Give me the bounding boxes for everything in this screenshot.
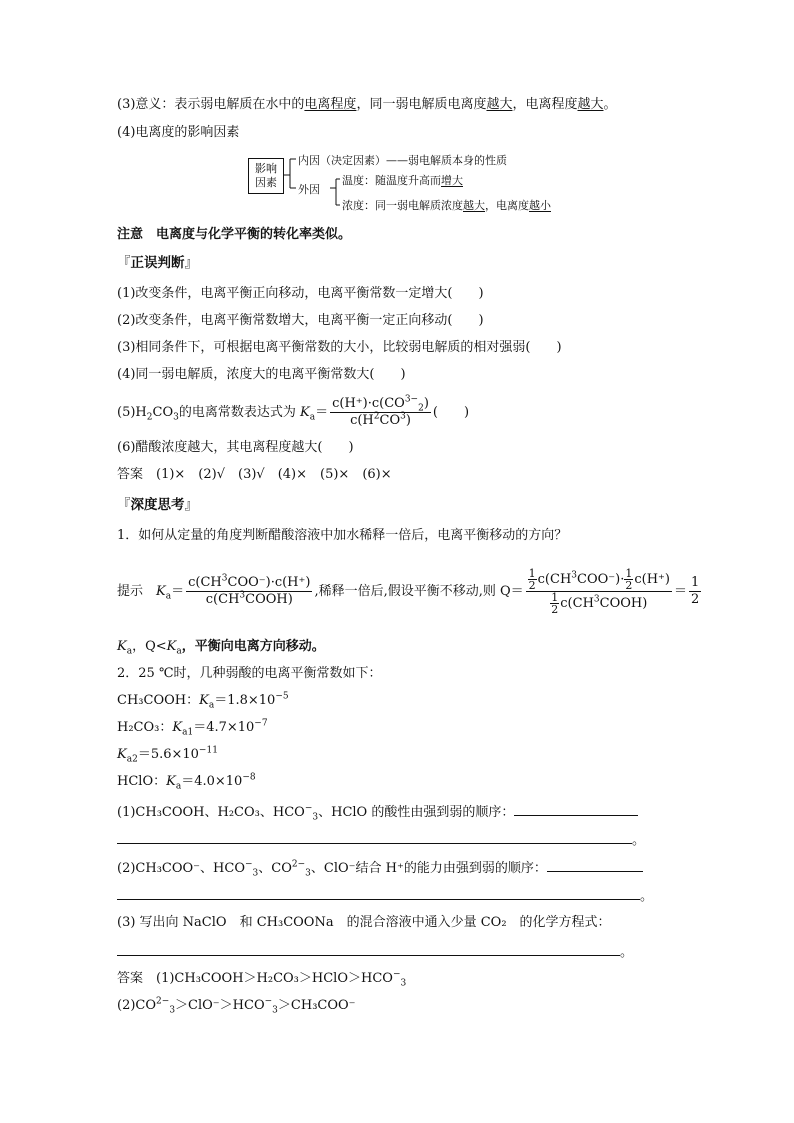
sub-question-2-line2: [117, 886, 653, 906]
sub2-sub: 3: [252, 868, 259, 879]
item5-sub-3: 3: [173, 412, 179, 423]
item5-num-end: ): [423, 396, 429, 411]
hint2-k2-sub: a: [176, 646, 182, 657]
half-n-1: 1: [528, 567, 536, 580]
c2-exp: −7: [254, 718, 268, 729]
ans2-sup: 2−: [156, 996, 170, 1007]
answer-line-1: [117, 970, 406, 988]
sub2-sup: −: [244, 859, 253, 870]
c1-k: K: [199, 693, 209, 708]
sub1-sup: −: [304, 803, 313, 814]
hint-fraction: [186, 575, 312, 608]
box-line-2: 因素: [255, 176, 277, 189]
item5-co: CO: [152, 405, 174, 420]
ans2-end: ＞ClO⁻＞HCO: [175, 998, 265, 1013]
const-4: [117, 773, 256, 791]
sub1-text: (1)CH₃COOH、H₂CO₃、HCO: [117, 805, 305, 820]
judge-item-4: (4)同一弱电解质，浓度大的电离平衡常数大( ): [117, 367, 406, 382]
ans2-text: (2)CO: [117, 998, 157, 1013]
c2-name: H₂CO₃：: [117, 720, 173, 735]
hint-den: c(CH: [205, 592, 240, 607]
conc-mid: ，电离度: [485, 199, 529, 212]
ans2-tail: ＞CH₃COO⁻: [277, 998, 356, 1013]
c3-sub: a2: [126, 754, 138, 765]
meaning-answer-1: 电离程度: [304, 97, 357, 112]
q-result-eq: ＝: [673, 584, 687, 599]
c1-exp: −5: [275, 691, 289, 702]
c2-sub: a1: [182, 727, 194, 738]
note: 注意 电离度与化学平衡的转化率类似。: [117, 227, 352, 242]
q-num-a-end: COO⁻)·: [577, 572, 625, 587]
meaning-text-3: ，电离程度: [512, 97, 578, 112]
answer-blank-2b[interactable]: [117, 886, 640, 900]
item5-text: 的电离常数表达式为: [178, 405, 300, 420]
hint-num-end: COO⁻)·c(H⁺): [227, 575, 311, 590]
item5-num-sub: 2: [418, 403, 424, 414]
question-1: 1．如何从定量的角度判断醋酸溶液中加水稀释一倍后，电离平衡移动的方向？: [117, 528, 568, 543]
conc-label: 浓度：同一弱电解质浓度: [342, 199, 463, 212]
q-den: c(CH: [560, 596, 594, 611]
item5-den-sup2: 3: [400, 411, 406, 422]
half-d-3: 2: [551, 603, 559, 616]
q-num-a: c(CH: [537, 572, 572, 587]
hint-num: c(CH: [188, 575, 222, 590]
c4-name: HClO：: [117, 774, 167, 789]
hint-mid: ,稀释一倍后,假设平衡不移动,则 Q＝: [314, 584, 524, 599]
item5-end: ( ): [432, 405, 470, 420]
q-num-b: c(H⁺): [634, 572, 670, 587]
hint-k: K: [156, 584, 166, 599]
const-1: [117, 692, 289, 710]
hint2-k: K: [117, 639, 127, 654]
c2-k: K: [172, 720, 183, 735]
item5-k: K: [299, 405, 310, 420]
period-3: 。: [620, 945, 634, 960]
q-den-sup: 3: [593, 594, 600, 605]
factors-diagram: [248, 150, 568, 216]
q-result: [689, 575, 701, 608]
item5-h: (5)H: [117, 405, 147, 420]
temp-label: 温度：随温度升高而: [342, 174, 441, 187]
c4-val: ＝4.0×10: [181, 774, 243, 789]
sub-question-1-line2: [117, 830, 645, 850]
judge-item-6: (6)醋酸浓度越大，其电离程度越大( ): [117, 440, 354, 455]
q-res-n: 1: [690, 575, 700, 590]
judge-answer: 答案 (1)× (2)√ (3)√ (4)× (5)× (6)×: [117, 467, 392, 482]
c4-k: K: [166, 774, 176, 789]
hint2-text: ，Q<: [132, 639, 167, 654]
hint-eq: ＝: [171, 584, 185, 599]
hint2-k2: K: [166, 639, 177, 654]
meaning-end: 。: [603, 97, 617, 112]
half-d-2: 2: [625, 579, 633, 592]
hint2-k-sub: a: [126, 646, 133, 657]
conc-answer-2: 越小: [529, 199, 551, 212]
half-d-1: 2: [528, 579, 536, 592]
hint-num-sup: 3: [221, 573, 228, 584]
q-den-end: COOH): [599, 596, 648, 611]
const-3: [117, 746, 218, 764]
ans2-sub2: 3: [272, 1005, 278, 1016]
hint-line: [117, 554, 703, 630]
half-n-3: 1: [551, 591, 559, 604]
item5-den-mid: CO: [379, 413, 401, 428]
answer-blank-1a[interactable]: [514, 802, 638, 816]
hint-label: 提示: [117, 584, 157, 599]
item5-num-sup: 3−: [404, 394, 419, 405]
c1-val: ＝1.8×10: [214, 693, 276, 708]
ans1-sup: −: [392, 969, 401, 980]
judge-item-1: (1)改变条件，电离平衡正向移动，电离平衡常数一定增大( ): [117, 286, 484, 301]
meaning-text: (3)意义：表示弱电解质在水中的: [117, 97, 305, 112]
c2-val: ＝4.7×10: [193, 720, 255, 735]
external-factor: 外因: [298, 183, 320, 196]
period-1: 。: [632, 833, 646, 848]
answer-blank-3[interactable]: [117, 942, 620, 956]
hint-den-end: COOH): [245, 592, 293, 607]
answer-line-2: [117, 997, 356, 1015]
box-line-1: 影响: [255, 162, 277, 175]
hint-line-2: [117, 638, 325, 656]
sub2-mid: 、CO: [258, 861, 292, 876]
item5-den: c(H: [350, 413, 374, 428]
c4-sub: a: [175, 781, 182, 792]
item5-fraction: [330, 396, 431, 429]
hint-k-sub: a: [165, 591, 172, 602]
judge-item-5: [117, 396, 469, 430]
sub1-sub: 3: [312, 812, 319, 823]
hint2-end: ，平衡向电离方向移动。: [181, 639, 325, 654]
item5-num: c(H⁺)·c(CO: [332, 396, 405, 411]
item5-den-sup1: 2: [373, 411, 380, 422]
sub-question-1: [117, 802, 638, 822]
ans2-sup2: −: [264, 996, 273, 1007]
conc-answer-1: 越大: [463, 199, 485, 212]
internal-factor: 内因（决定因素）——弱电解质本身的性质: [298, 154, 507, 167]
item5-k-sub: a: [309, 412, 316, 423]
ans2-sub: 3: [169, 1005, 176, 1016]
c3-k: K: [117, 747, 127, 762]
const-2: [117, 719, 268, 737]
meaning-line: [117, 96, 617, 114]
meaning-answer-2: 越大: [486, 97, 513, 112]
think-title: 『 深度思考 』: [117, 496, 198, 514]
question-2: 2．25 ℃时，几种弱酸的电离平衡常数如下：: [117, 666, 382, 681]
sub-question-2: [117, 858, 643, 878]
sub2-end: 、ClO⁻结合 H⁺的能力由强到弱的顺序：: [310, 861, 547, 876]
c1-name: CH₃COOH：: [117, 693, 200, 708]
item5-eq: ＝: [315, 405, 329, 420]
judge-item-3: (3)相同条件下，可根据电离平衡常数的大小，比较弱电解质的相对强弱( ): [117, 340, 562, 355]
hint-den-sup: 3: [239, 590, 246, 601]
answer-label: 答案: [117, 971, 157, 986]
c4-exp: −8: [242, 772, 256, 783]
sub-question-3: (3) 写出向 NaClO 和 CH₃COONa 的混合溶液中通入少量 CO₂ 的化学方程式：: [117, 915, 611, 930]
c1-sub: a: [208, 700, 215, 711]
judge-item-2: (2)改变条件，电离平衡常数增大，电离平衡一定正向移动( ): [117, 313, 484, 328]
sub2-text: (2)CH₃COO⁻、HCO: [117, 861, 245, 876]
ans1-sub: 3: [400, 978, 407, 989]
item5-sub-2: 2: [146, 412, 153, 423]
answer-blank-1b[interactable]: [117, 830, 632, 844]
period-2: 。: [640, 889, 654, 904]
judge-title: 『 正误判断 』: [117, 254, 198, 272]
half-n-2: 1: [625, 567, 633, 580]
sub2-sup2: 2−: [291, 859, 306, 870]
sub1-end: 、HClO 的酸性由强到弱的顺序：: [318, 805, 515, 820]
q-fraction: [526, 568, 672, 615]
q-res-d: 2: [690, 592, 700, 607]
c3-val: ＝5.6×10: [137, 747, 199, 762]
c3-exp: −11: [198, 745, 218, 756]
sub2-sub2: 3: [305, 868, 311, 879]
item5-den-end: ): [405, 413, 411, 428]
sub-question-3-line2: [117, 942, 633, 962]
meaning-answer-3: 越大: [577, 97, 604, 112]
answer-blank-2a[interactable]: [547, 858, 643, 872]
temperature-factor: [342, 172, 463, 188]
concentration-factor: [342, 197, 551, 213]
q-num-a-sup: 3: [571, 570, 578, 581]
meaning-text-2: ，同一弱电解质电离度: [356, 97, 487, 112]
temp-answer: 增大: [441, 174, 463, 187]
ans1-text: (1)CH₃COOH＞H₂CO₃＞HClO＞HCO: [156, 971, 393, 986]
factors-title: (4)电离度的影响因素: [117, 125, 240, 140]
